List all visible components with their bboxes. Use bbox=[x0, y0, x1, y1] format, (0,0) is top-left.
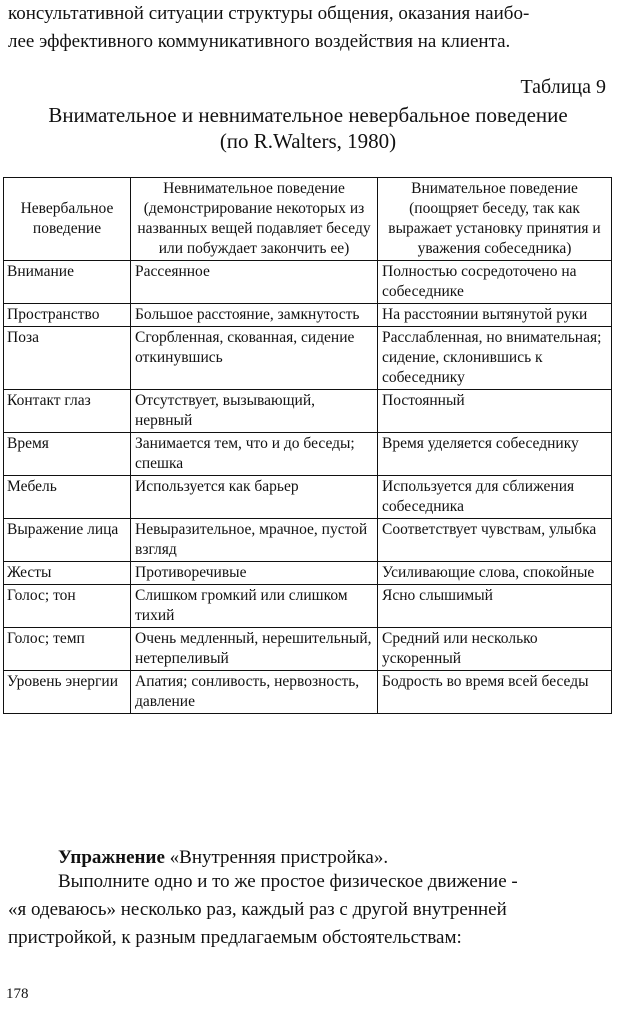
cell-inattentive: Используется как барьер bbox=[131, 476, 378, 519]
table-title-line-1: Внимательное и невнимательное невербальное поведение bbox=[48, 103, 568, 127]
table-title bbox=[10, 102, 606, 154]
table-row bbox=[4, 327, 612, 390]
exercise-heading bbox=[58, 846, 388, 870]
intro-line-1: консультативной ситуации структуры общения, оказания наибо- bbox=[8, 3, 530, 24]
cell-attentive: Время уделяется собеседнику bbox=[378, 433, 612, 476]
table-row bbox=[4, 671, 612, 714]
cell-attentive: Ясно слышимый bbox=[378, 585, 612, 628]
cell-behavior: Поза bbox=[4, 327, 131, 390]
table-row bbox=[4, 390, 612, 433]
table-row bbox=[4, 628, 612, 671]
cell-inattentive: Противоречивые bbox=[131, 562, 378, 585]
table-row bbox=[4, 562, 612, 585]
table-row bbox=[4, 261, 612, 304]
header-attentive: Внимательное поведение (поощряет беседу, так как выражает установку принятия и уважения собеседника) bbox=[378, 178, 612, 261]
intro-paragraph bbox=[8, 0, 606, 56]
exercise-line-2: «я одеваюсь» несколько раз, каждый раз с другой внутренней bbox=[8, 899, 507, 920]
header-nonverbal: Невербальное поведение bbox=[4, 178, 131, 261]
intro-line-2: лее эффективного коммуникативного воздействия на клиента. bbox=[8, 31, 511, 52]
table-number: Таблица 9 bbox=[520, 76, 606, 98]
cell-attentive: Усиливающие слова, спокойные bbox=[378, 562, 612, 585]
table-title-line-2: (по R.Walters, 1980) bbox=[219, 129, 397, 153]
cell-inattentive: Сгорбленная, скованная, сидение откинувшись bbox=[131, 327, 378, 390]
cell-attentive: Расслабленная, но внимательная; сидение, склонившись к собеседнику bbox=[378, 327, 612, 390]
cell-inattentive: Слишком громкий или слишком тихий bbox=[131, 585, 378, 628]
exercise-line-3: пристройкой, к разным предлагаемым обстоятельствам: bbox=[8, 927, 462, 948]
cell-attentive: Соответствует чувствам, улыбка bbox=[378, 519, 612, 562]
cell-behavior: Жесты bbox=[4, 562, 131, 585]
table-row bbox=[4, 585, 612, 628]
table-header-row bbox=[4, 178, 612, 261]
cell-attentive: Бодрость во время всей беседы bbox=[378, 671, 612, 714]
cell-inattentive: Апатия; сонливость, нервозность, давление bbox=[131, 671, 378, 714]
header-inattentive: Невнимательное поведение (демонстрирование некоторых из названных вещей подавляет беседу или побуждает закончить ее) bbox=[131, 178, 378, 261]
cell-inattentive: Отсутствует, вызывающий, нервный bbox=[131, 390, 378, 433]
cell-inattentive: Большое расстояние, замкнутость bbox=[131, 304, 378, 327]
cell-attentive: Используется для сближения собеседника bbox=[378, 476, 612, 519]
exercise-label: Упражнение bbox=[58, 847, 165, 868]
cell-attentive: Полностью сосредоточено на собеседнике bbox=[378, 261, 612, 304]
cell-inattentive: Невыразительное, мрачное, пустой взгляд bbox=[131, 519, 378, 562]
cell-behavior: Уровень энергии bbox=[4, 671, 131, 714]
cell-attentive: Постоянный bbox=[378, 390, 612, 433]
cell-behavior: Голос; тон bbox=[4, 585, 131, 628]
exercise-line-1: Выполните одно и то же простое физическое движение - bbox=[58, 871, 518, 892]
cell-inattentive: Рассеянное bbox=[131, 261, 378, 304]
nonverbal-behavior-table bbox=[3, 177, 612, 714]
cell-behavior: Контакт глаз bbox=[4, 390, 131, 433]
cell-behavior: Выражение лица bbox=[4, 519, 131, 562]
table-row bbox=[4, 433, 612, 476]
cell-behavior: Голос; темп bbox=[4, 628, 131, 671]
cell-behavior: Пространство bbox=[4, 304, 131, 327]
exercise-name: «Внутренняя пристройка». bbox=[169, 847, 389, 868]
cell-behavior: Внимание bbox=[4, 261, 131, 304]
cell-attentive: Средний или несколько ускоренный bbox=[378, 628, 612, 671]
cell-attentive: На расстоянии вытянутой руки bbox=[378, 304, 612, 327]
table-row bbox=[4, 476, 612, 519]
table-row bbox=[4, 519, 612, 562]
table-row bbox=[4, 304, 612, 327]
cell-inattentive: Занимается тем, что и до беседы; спешка bbox=[131, 433, 378, 476]
exercise-paragraph bbox=[8, 868, 612, 952]
cell-behavior: Время bbox=[4, 433, 131, 476]
cell-behavior: Мебель bbox=[4, 476, 131, 519]
page-number: 178 bbox=[6, 986, 29, 1002]
cell-inattentive: Очень медленный, нерешительный, нетерпеливый bbox=[131, 628, 378, 671]
